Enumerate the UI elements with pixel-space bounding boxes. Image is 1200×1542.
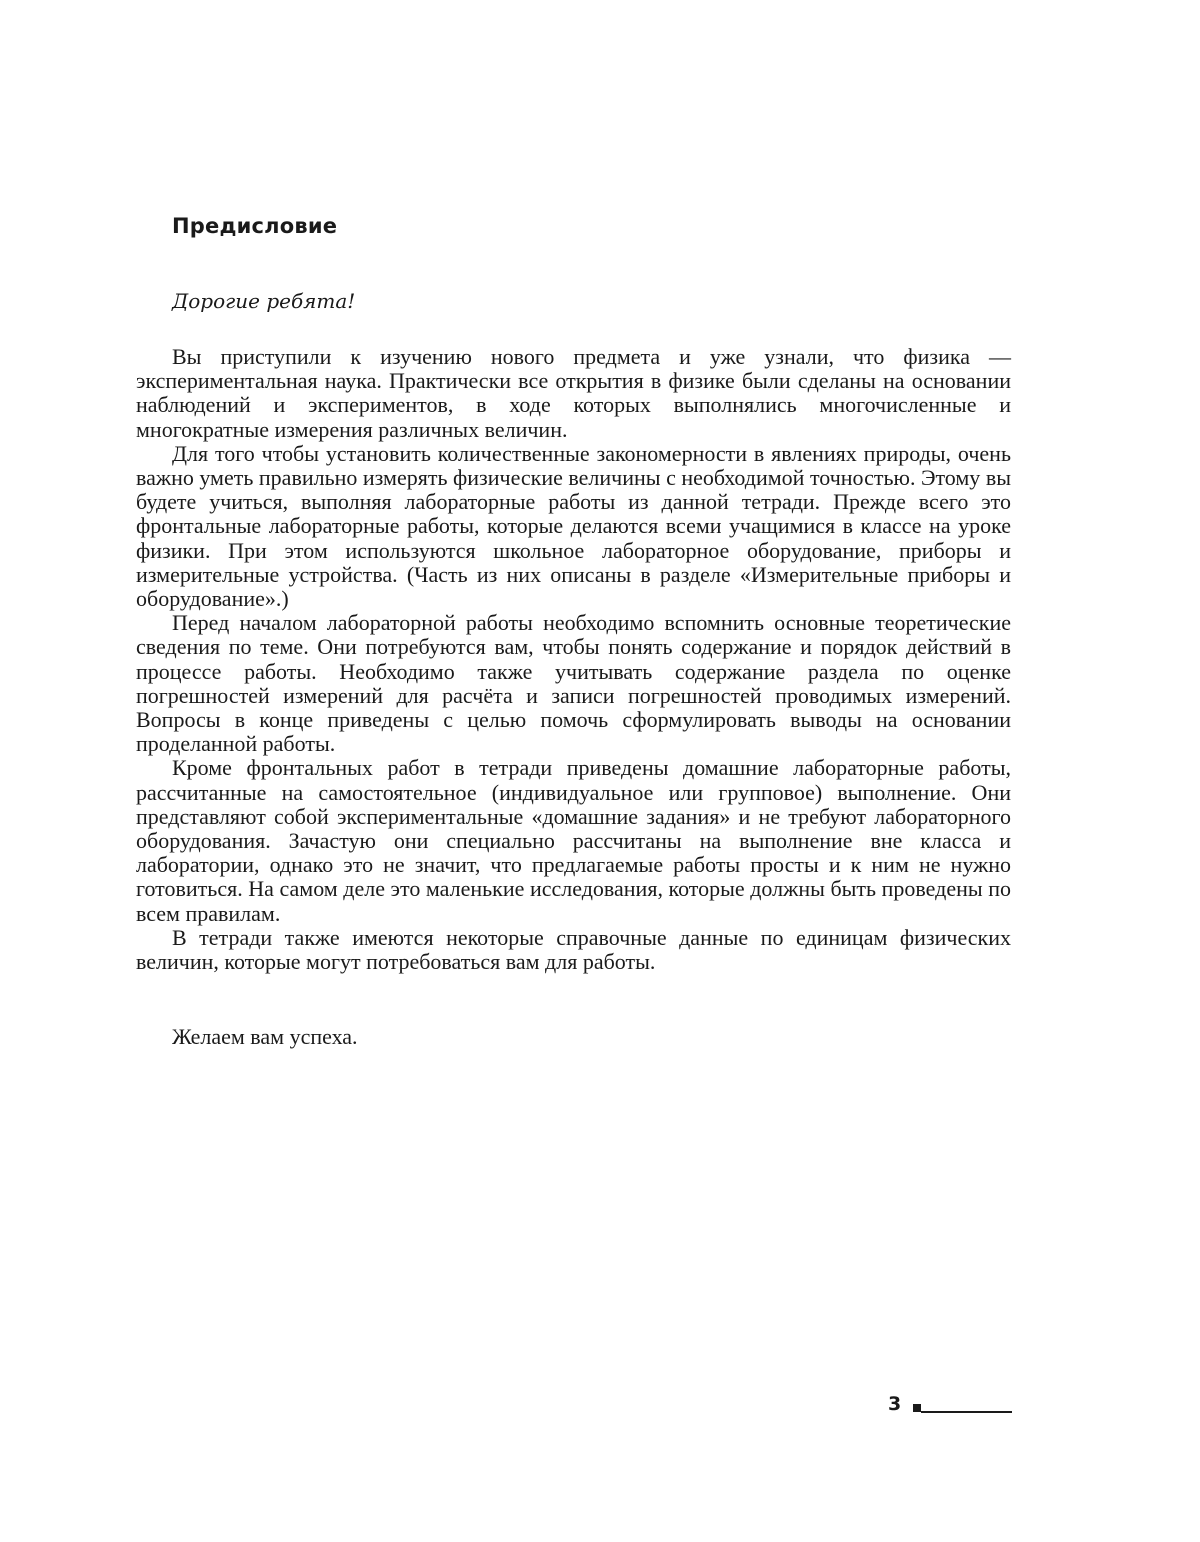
greeting: Дорогие ребята!: [172, 289, 356, 313]
paragraph-4: Кроме фронтальных работ в тетради приведены домашние лабораторные работы, рассчитанные на самостоятельное (индивидуальное или групповое) выполнение. Они представляют собой экспериментальные «домашние задания» и не требуют лабораторного оборудования. Зачастую они специально рассчитаны на выполнение вне класса и лаборатории, однако это не значит, что предлагаемые работы просты и к ним не нужно готовиться. На самом деле это маленькие исследования, которые должны быть проведены по всем правилам.: [136, 755, 1011, 926]
body-text: [136, 345, 1011, 974]
paragraph-3: Перед началом лабораторной работы необходимо вспомнить основные теоретические сведения по теме. Они потребуются вам, чтобы понять содержание и порядок действий в процессе работы. Необходимо также учитывать содержание раздела по оценке погрешностей измерений для расчёта и записи погрешностей проводимых измерений. Вопросы в конце приведены с целью помочь сформулировать выводы на основании проделанной работы.: [136, 610, 1011, 757]
footer-rule: [921, 1411, 1012, 1413]
paragraph-2: Для того чтобы установить количественные закономерности в явлениях природы, очень важно уметь правильно измерять физические величины с необходимой точностью. Этому вы будете учиться, выполняя лабораторные работы из данной тетради. Прежде всего это фронтальные лабораторные работы, которые делаются всеми учащимися в классе на уроке физики. При этом используются школьное лабораторное оборудование, приборы и измерительные устройства. (Часть из них описаны в разделе «Измерительные приборы и оборудование».): [136, 440, 1011, 612]
page-footer: [888, 1393, 1012, 1423]
page-number: 3: [888, 1393, 902, 1415]
square-marker-icon: [913, 1404, 921, 1412]
paragraph-5: В тетради также имеются некоторые справочные данные по единицам физических величин, которые могут потребоваться вам для работы.: [136, 924, 1011, 975]
closing-line: Желаем вам успеха.: [172, 1024, 358, 1049]
page-title: Предисловие: [172, 214, 338, 238]
paragraph-1: Вы приступили к изучению нового предмета и уже узнали, что физика — экспериментальная наука. Практически все открытия в физике были сделаны на основании наблюдений и экспериментов, в ходе которых выполнялись многочисленные и многократные измерения различных величин.: [136, 344, 1011, 442]
